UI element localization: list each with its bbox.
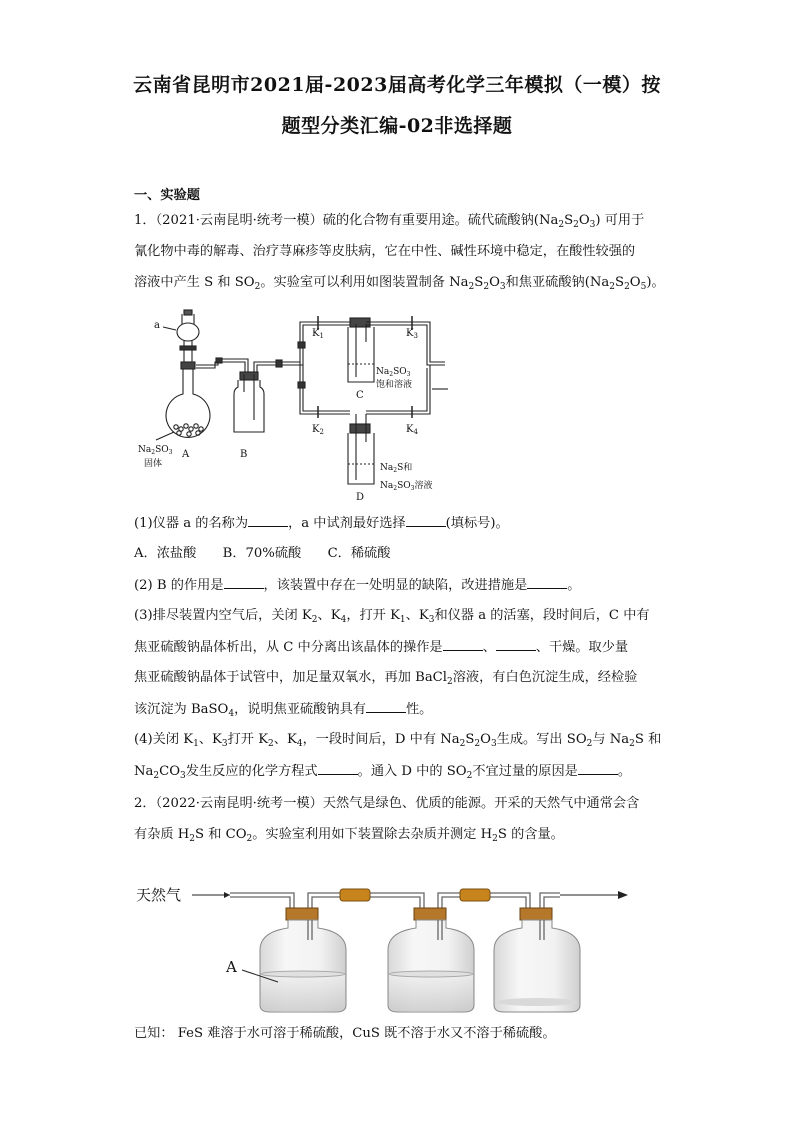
- label-K2: $K_2$: [312, 424, 324, 436]
- q1-part-3-line-3: 焦亚硫酸钠晶体于试管中，加足量双氧水，再加 BaCl$_2$溶液，有白色沉淀生成，经检验: [134, 670, 638, 687]
- q1-line-1: 1．（2021·云南昆明·统考一模）硫的化合物有重要用途。硫代硫酸钠$(Na_2S_2O_3)$ 可用于: [134, 213, 645, 230]
- blank[interactable]: [248, 514, 288, 527]
- label-na2so3-solid: $Na_2SO_3$: [138, 445, 173, 456]
- q1-line-3: 溶液中产生 S 和 $SO_2$。实验室可以利用如图装置制备 $Na_2S_2O_3$和焦亚硫酸钠$(Na_2S_2O_5)$。: [134, 275, 665, 292]
- blank[interactable]: [406, 514, 446, 527]
- blank[interactable]: [224, 576, 264, 589]
- rubber-connector-1: [340, 889, 370, 901]
- q2-line-1: 2．（2022·云南昆明·统考一模）天然气是绿色、优质的能源。开采的天然气中通常会含: [134, 796, 640, 811]
- q1-line-2: 氰化物中毒的解毒、治疗荨麻疹等皮肤病，它在中性、碱性环境中稳定，在酸性较强的: [134, 244, 636, 259]
- q2-line-2: 有杂质 $H_2S$ 和 $CO_2$。实验室利用如下装置除去杂质并测定 $H_2S$ 的含量。: [134, 827, 564, 844]
- gas-label: 天然气: [136, 886, 182, 904]
- label-A: A: [182, 449, 190, 460]
- q1-part-3-line-1: (3)排尽装置内空气后，关闭 $K_2$、$K_4$，打开 $K_1$、$K_3$和仪器 a 的活塞，段时间后，C 中有: [134, 608, 650, 625]
- label-solid: 固体: [144, 459, 163, 469]
- round-flask-a: [156, 362, 210, 440]
- section-heading: 一、实验题: [134, 188, 200, 203]
- q1-part-4-line-2: $Na_2CO_3$发生反应的化学方程式 。通入 D 中的 $SO_2$不宜过量的原因是 。: [134, 764, 632, 781]
- apparatus-figure-2: [130, 870, 650, 1020]
- q1-part-3-line-2: 焦亚硫酸钠晶体析出，从 C 中分离出该晶体的操作是 、 、干燥。取少量: [134, 640, 629, 655]
- label-D: D: [356, 492, 365, 502]
- q2-known: 已知： FeS 难溶于水可溶于稀硫酸，CuS 既不溶于水又不溶于稀硫酸。: [134, 1026, 556, 1041]
- bottle-a-label: A: [226, 958, 237, 976]
- label-K3: $K_3$: [406, 328, 418, 340]
- label-c-na2so3: $Na_2SO_3$: [376, 367, 411, 378]
- label-K1: $K_1$: [312, 328, 324, 340]
- label-K4: $K_4$: [406, 424, 418, 436]
- blank[interactable]: [443, 638, 483, 651]
- label-B: B: [240, 449, 248, 460]
- q1-part-4-line-1: (4)关闭 $K_1$、$K_3$打开 $K_2$、$K_4$，一段时间后，D 中有 $Na_2S_2O_3$生成。写出 $SO_2$与 $Na_2S$ 和: [134, 732, 662, 749]
- label-d-na2so3: $Na_2SO_3$溶液: [380, 481, 433, 492]
- wash-bottle-2: [388, 908, 474, 1012]
- bottle-c: [348, 318, 374, 382]
- q1-part-2: (2) B 的作用是 ，该装置中存在一处明显的缺陷，改进措施是 。: [134, 578, 581, 593]
- wash-bottle-3: [494, 908, 580, 1012]
- blank[interactable]: [496, 638, 536, 651]
- bottle-d: [348, 414, 374, 484]
- q1-part-3-line-4: 该沉淀为 BaSO$_4$，说明焦亚硫酸钠具有 性。: [134, 702, 433, 719]
- label-C: C: [356, 390, 364, 401]
- rubber-connector-2: [460, 889, 490, 901]
- q1-part-1: (1)仪器 a 的名称为 ，a 中试剂最好选择 (填标号)。: [134, 516, 509, 531]
- q1-options: A．浓盐酸 B．70%硫酸 C．稀硫酸: [134, 546, 391, 561]
- inlet-arrow: [224, 892, 230, 898]
- blank[interactable]: [527, 576, 567, 589]
- separatory-funnel-a: [177, 310, 199, 362]
- label-c-saturated: 饱和溶液: [376, 380, 413, 390]
- title-line-1: 云南省昆明市2021届-2023届高考化学三年模拟（一模）按: [133, 74, 661, 96]
- blank[interactable]: [318, 762, 358, 775]
- blank[interactable]: [366, 700, 406, 713]
- outlet-arrow: [618, 891, 628, 899]
- label-d-na2s: $Na_2S$和: [380, 463, 413, 474]
- label-a: a: [154, 320, 160, 331]
- blank[interactable]: [578, 762, 618, 775]
- apparatus-figure-1: [130, 302, 460, 502]
- title-line-2: 题型分类汇编-02非选择题: [281, 115, 513, 137]
- bottle-b: [234, 372, 264, 432]
- wash-bottle-1: [260, 908, 346, 1012]
